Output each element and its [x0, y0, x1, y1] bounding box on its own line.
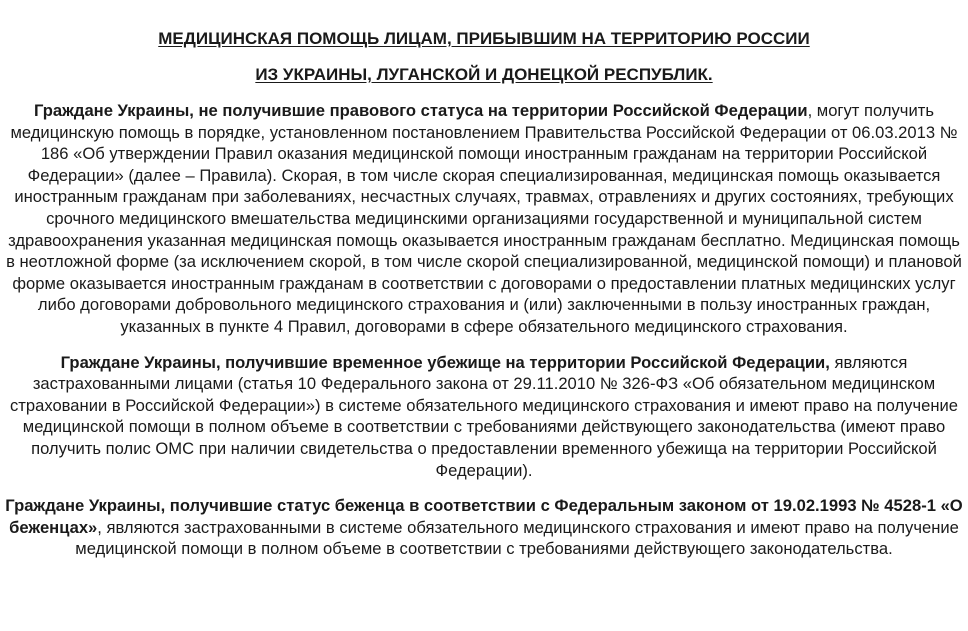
paragraph-no-status-lead: Граждане Украины, не получившие правового статуса на территории Российской Федерации — [34, 101, 808, 120]
paragraph-temporary-asylum — [4, 352, 964, 482]
paragraph-no-status-body: , могут получить медицинскую помощь в порядке, установленном постановлением Правительства Российской Федерации от 06.03.2013 № 186 «Об утверждении Правил оказания медицинской помощи иностранным гражданам на территории Российской Федерации» (далее – Правила). Скорая, в том числе скорая специализированная, медицинская помощь оказывается иностранным гражданам при заболеваниях, несчастных случаях, травмах, отравлениях и других состояниях, требующих срочного медицинского вмешательства медицинскими организациями государственной и муниципальной систем здравоохранения указанная медицинская помощь оказывается иностранным гражданам бесплатно. Медицинская помощь в неотложной форме (за исключением скорой, в том числе скорой специализированной, медицинской помощи) и плановой форме оказывается иностранным гражданам в соответствии с договорами о предоставлении платных медицинских услуг либо договорами добровольного медицинского страхования и (или) заключенными в пользу иностранных граждан, указанных в пункте 4 Правил, договорами в сфере обязательного медицинского страхования. — [6, 101, 962, 336]
paragraph-no-status — [4, 100, 964, 338]
paragraph-temporary-asylum-body: являются застрахованными лицами (статья 10 Федерального закона от 29.11.2010 № 326-ФЗ «Об обязательном медицинском страховании в Российской Федерации») в системе обязательного медицинского страхования и имеют право на получение медицинской помощи в полном объеме в соответствии с требованиями действующего законодательства (имеют право получить полис ОМС при наличии свидетельства о предоставлении временного убежища на территории Российской Федерации). — [9, 352, 959, 480]
document-title-line-1: МЕДИЦИНСКАЯ ПОМОЩЬ ЛИЦАМ, ПРИБЫВШИМ НА ТЕРРИТОРИЮ РОССИИ — [158, 29, 810, 48]
document-title-line-2: ИЗ УКРАИНЫ, ЛУГАНСКОЙ И ДОНЕЦКОЙ РЕСПУБЛИК. — [255, 65, 713, 84]
paragraph-refugee-status-lead: Граждане Украины, получившие статус беженца в соответствии с Федеральным законом от 19.02.1993 № 4528-1 «О беженцах» — [5, 496, 963, 537]
paragraph-refugee-status-body: , являются застрахованными в системе обязательного медицинского страхования и имеют право на получение медицинской помощи в полном объеме в соответствии с требованиями действующего законодательства. — [75, 517, 959, 559]
paragraph-temporary-asylum-lead: Граждане Украины, получившие временное убежище на территории Российской Федерации, — [60, 352, 830, 372]
paragraph-refugee-status — [4, 495, 964, 560]
